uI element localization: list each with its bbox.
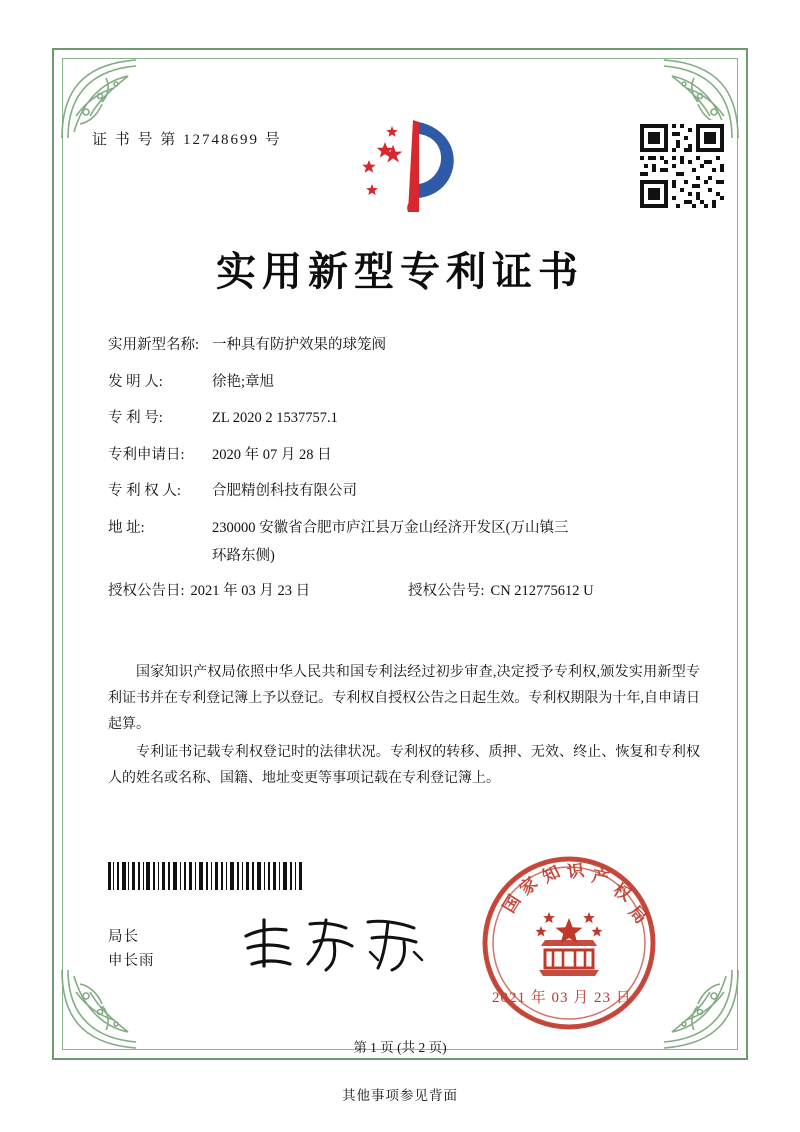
signature-title: 局长: [108, 929, 139, 945]
grant-announce-number-label: 授权公告号:: [408, 582, 485, 599]
field-patent-number: [108, 411, 708, 426]
svg-text:识: 识: [565, 860, 586, 883]
signature-block: [108, 925, 155, 973]
field-application-date: [108, 448, 708, 463]
field-value: 合肥精创科技有限公司: [212, 483, 357, 499]
field-label: 实用新型名称:: [108, 337, 200, 353]
signature-name: 申长雨: [108, 953, 155, 969]
grant-announce-date-value: 2021 年 03 月 23 日: [190, 582, 311, 599]
svg-text:知: 知: [539, 862, 564, 888]
qr-code-icon: [636, 120, 728, 212]
barcode-icon: [108, 862, 304, 890]
svg-text:家: 家: [515, 873, 542, 900]
svg-text:局: 局: [624, 901, 651, 928]
cnipa-logo-icon: [345, 112, 465, 222]
field-value: 一种具有防护效果的球笼阀: [212, 337, 386, 353]
footer-note: 其他事项参见背面: [342, 1088, 458, 1103]
field-value: ZL 2020 2 1537757.1: [212, 410, 338, 426]
svg-text:权: 权: [609, 880, 635, 906]
body-paragraph-1: 国家知识产权局依照中华人民共和国专利法经过初步审查,决定授予专利权,颁发实用新型专利证书并在专利登记簿上予以登记。专利权自授权公告之日起生效。专利权期限为十年,自申请日起算。: [108, 665, 700, 732]
field-patentee: [108, 484, 708, 499]
page-indicator: 第 1 页 (共 2 页): [353, 1040, 447, 1055]
field-utility-model-name: [108, 338, 708, 353]
certificate-number: 证 书 号 第 12748699 号: [92, 132, 282, 148]
page-title: 实用新型专利证书: [216, 248, 584, 295]
field-label: 发 明 人:: [108, 373, 163, 390]
field-value: 徐艳;章旭: [212, 373, 275, 390]
field-label: 专利申请日:: [108, 446, 185, 463]
body-text: [108, 660, 700, 794]
grant-announce-date: [108, 584, 408, 599]
handwritten-signature: [238, 908, 438, 978]
svg-text:产: 产: [589, 866, 611, 890]
grant-announce-date-label: 授权公告日:: [108, 582, 185, 599]
svg-text:国: 国: [499, 891, 526, 917]
body-paragraph-2: 专利证书记载专利权登记时的法律状况。专利权的转移、质押、无效、终止、恢复和专利权人的姓名或名称、国籍、地址变更等事项记载在专利登记簿上。: [108, 745, 700, 786]
field-address: [108, 521, 708, 536]
field-label: 专 利 号:: [108, 410, 163, 426]
field-list: [108, 338, 708, 616]
field-address-line2: 环路东侧): [212, 548, 275, 564]
grant-row: [108, 584, 708, 599]
field-label: 地 址:: [108, 519, 145, 536]
seal-date: 2021 年 03 月 23 日: [492, 990, 632, 1006]
field-value: 230000 安徽省合肥市庐江县万金山经济开发区(万山镇三: [212, 519, 569, 536]
field-inventor: [108, 375, 708, 390]
grant-announce-number-value: CN 212775612 U: [490, 582, 594, 599]
field-value: 2020 年 07 月 28 日: [212, 446, 332, 463]
field-label: 专 利 权 人:: [108, 483, 181, 499]
grant-announce-number: [408, 584, 594, 599]
